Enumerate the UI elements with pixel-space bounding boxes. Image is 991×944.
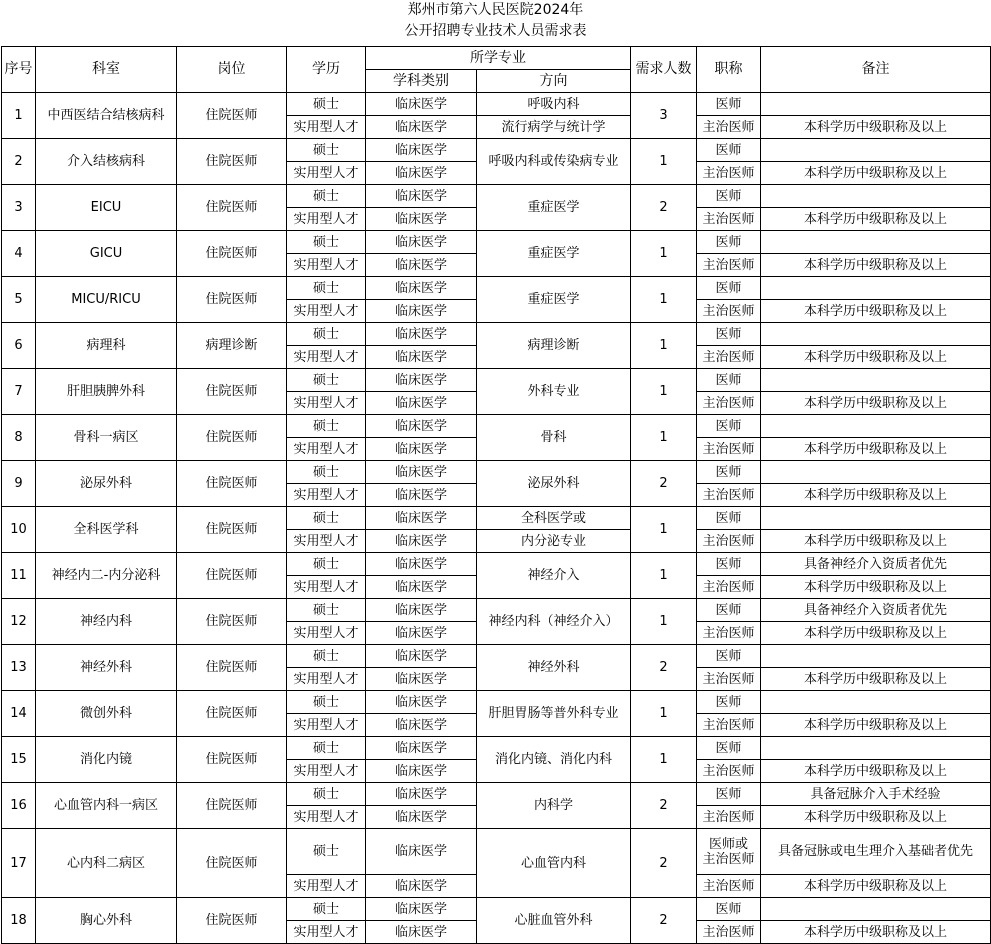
row-no-cell: 8 xyxy=(2,415,36,461)
count-cell: 1 xyxy=(631,507,697,553)
edu-cell: 实用型人才 xyxy=(287,300,366,323)
count-cell: 2 xyxy=(631,783,697,829)
remark-cell: 具备神经介入资质者优先 xyxy=(761,553,991,576)
direction-cell: 内分泌专业 xyxy=(477,530,631,553)
subject-cell: 临床医学 xyxy=(366,599,477,622)
edu-cell: 实用型人才 xyxy=(287,254,366,277)
row-no-cell: 9 xyxy=(2,461,36,507)
title-cell: 医师 xyxy=(697,231,761,254)
title-cell: 主治医师 xyxy=(697,760,761,783)
remark-cell xyxy=(761,277,991,300)
edu-cell: 硕士 xyxy=(287,185,366,208)
subject-cell: 临床医学 xyxy=(366,921,477,944)
count-cell: 1 xyxy=(631,691,697,737)
direction-cell: 重症医学 xyxy=(477,277,631,323)
count-cell: 1 xyxy=(631,369,697,415)
subject-cell: 临床医学 xyxy=(366,484,477,507)
table-body xyxy=(2,93,991,944)
direction-cell: 心脏血管外科 xyxy=(477,898,631,944)
subject-cell: 临床医学 xyxy=(366,829,477,875)
title-line-1: 郑州市第六人民医院2024年 xyxy=(407,2,584,18)
header-subject: 学科类别 xyxy=(366,70,477,93)
subject-cell: 临床医学 xyxy=(366,208,477,231)
remark-cell: 本科学历中级职称及以上 xyxy=(761,254,991,277)
title-cell: 医师 xyxy=(697,323,761,346)
remark-cell: 具备冠脉或电生理介入基础者优先 xyxy=(761,829,991,875)
remark-cell: 具备神经介入资质者优先 xyxy=(761,599,991,622)
dept-cell: 泌尿外科 xyxy=(36,461,177,507)
count-cell: 2 xyxy=(631,898,697,944)
table-row xyxy=(2,231,991,254)
remark-cell: 本科学历中级职称及以上 xyxy=(761,921,991,944)
title-cell: 主治医师 xyxy=(697,254,761,277)
table-row xyxy=(2,415,991,438)
count-cell: 1 xyxy=(631,599,697,645)
count-cell: 1 xyxy=(631,323,697,369)
subject-cell: 临床医学 xyxy=(366,277,477,300)
row-no-cell: 15 xyxy=(2,737,36,783)
title-cell: 主治医师 xyxy=(697,346,761,369)
subject-cell: 临床医学 xyxy=(366,760,477,783)
header-direction: 方向 xyxy=(477,70,631,93)
title-cell: 主治医师 xyxy=(697,622,761,645)
header-count: 需求人数 xyxy=(631,47,697,93)
edu-cell: 实用型人才 xyxy=(287,392,366,415)
dept-cell: 介入结核病科 xyxy=(36,139,177,185)
remark-cell xyxy=(761,185,991,208)
subject-cell: 临床医学 xyxy=(366,898,477,921)
title-cell: 医师 xyxy=(697,783,761,806)
subject-cell: 临床医学 xyxy=(366,139,477,162)
subject-cell: 临床医学 xyxy=(366,553,477,576)
edu-cell: 硕士 xyxy=(287,277,366,300)
title-cell: 医师 xyxy=(697,369,761,392)
table-row xyxy=(2,277,991,300)
edu-cell: 硕士 xyxy=(287,691,366,714)
dept-cell: GICU xyxy=(36,231,177,277)
subject-cell: 临床医学 xyxy=(366,438,477,461)
subject-cell: 临床医学 xyxy=(366,93,477,116)
title-cell: 主治医师 xyxy=(697,806,761,829)
subject-cell: 临床医学 xyxy=(366,461,477,484)
title-cell: 主治医师 xyxy=(697,530,761,553)
post-cell: 住院医师 xyxy=(177,369,287,415)
remark-cell xyxy=(761,231,991,254)
post-cell: 住院医师 xyxy=(177,599,287,645)
count-cell: 1 xyxy=(631,139,697,185)
remark-cell: 本科学历中级职称及以上 xyxy=(761,875,991,898)
header-edu: 学历 xyxy=(287,47,366,93)
post-cell: 住院医师 xyxy=(177,737,287,783)
edu-cell: 实用型人才 xyxy=(287,875,366,898)
direction-cell: 全科医学或 xyxy=(477,507,631,530)
subject-cell: 临床医学 xyxy=(366,714,477,737)
edu-cell: 硕士 xyxy=(287,139,366,162)
dept-cell: 神经内二-内分泌科 xyxy=(36,553,177,599)
edu-cell: 实用型人才 xyxy=(287,116,366,139)
remark-cell xyxy=(761,737,991,760)
remark-cell xyxy=(761,93,991,116)
title-cell: 主治医师 xyxy=(697,921,761,944)
edu-cell: 实用型人才 xyxy=(287,162,366,185)
row-no-cell: 16 xyxy=(2,783,36,829)
dept-cell: 微创外科 xyxy=(36,691,177,737)
title-cell: 主治医师 xyxy=(697,668,761,691)
row-no-cell: 7 xyxy=(2,369,36,415)
edu-cell: 实用型人才 xyxy=(287,622,366,645)
edu-cell: 硕士 xyxy=(287,737,366,760)
dept-cell: 肝胆胰脾外科 xyxy=(36,369,177,415)
edu-cell: 实用型人才 xyxy=(287,530,366,553)
edu-cell: 实用型人才 xyxy=(287,806,366,829)
table-row xyxy=(2,829,991,875)
table-row xyxy=(2,139,991,162)
title-cell: 主治医师 xyxy=(697,875,761,898)
subject-cell: 临床医学 xyxy=(366,645,477,668)
header-dept: 科室 xyxy=(36,47,177,93)
subject-cell: 临床医学 xyxy=(366,369,477,392)
title-cell xyxy=(697,829,761,875)
edu-cell: 实用型人才 xyxy=(287,346,366,369)
title-cell: 主治医师 xyxy=(697,392,761,415)
subject-cell: 临床医学 xyxy=(366,346,477,369)
table-row xyxy=(2,323,991,346)
remark-cell xyxy=(761,369,991,392)
title-line: 医师或 xyxy=(708,836,748,852)
dept-cell: 骨科一病区 xyxy=(36,415,177,461)
post-cell: 住院医师 xyxy=(177,185,287,231)
subject-cell: 临床医学 xyxy=(366,806,477,829)
remark-cell: 本科学历中级职称及以上 xyxy=(761,806,991,829)
title-cell: 主治医师 xyxy=(697,576,761,599)
subject-cell: 临床医学 xyxy=(366,231,477,254)
count-cell: 2 xyxy=(631,829,697,898)
dept-cell: 全科医学科 xyxy=(36,507,177,553)
direction-cell: 神经外科 xyxy=(477,645,631,691)
post-cell: 住院医师 xyxy=(177,645,287,691)
remark-cell xyxy=(761,461,991,484)
direction-cell: 肝胆胃肠等普外科专业 xyxy=(477,691,631,737)
row-no-cell: 12 xyxy=(2,599,36,645)
subject-cell: 临床医学 xyxy=(366,254,477,277)
post-cell: 病理诊断 xyxy=(177,323,287,369)
title-cell: 主治医师 xyxy=(697,300,761,323)
title-cell: 医师 xyxy=(697,898,761,921)
direction-cell: 神经介入 xyxy=(477,553,631,599)
title-cell: 医师 xyxy=(697,139,761,162)
header-post: 岗位 xyxy=(177,47,287,93)
count-cell: 2 xyxy=(631,645,697,691)
row-no-cell: 17 xyxy=(2,829,36,898)
recruitment-table xyxy=(1,46,991,944)
subject-cell: 临床医学 xyxy=(366,323,477,346)
post-cell: 住院医师 xyxy=(177,415,287,461)
direction-cell: 呼吸内科或传染病专业 xyxy=(477,139,631,185)
remark-cell: 本科学历中级职称及以上 xyxy=(761,116,991,139)
title-cell: 医师 xyxy=(697,645,761,668)
row-no-cell: 4 xyxy=(2,231,36,277)
subject-cell: 临床医学 xyxy=(366,783,477,806)
dept-cell: 病理科 xyxy=(36,323,177,369)
table-row xyxy=(2,599,991,622)
count-cell: 1 xyxy=(631,737,697,783)
subject-cell: 临床医学 xyxy=(366,392,477,415)
edu-cell: 硕士 xyxy=(287,415,366,438)
document-title xyxy=(0,0,991,46)
header-major-group: 所学专业 xyxy=(366,47,631,70)
edu-cell: 实用型人才 xyxy=(287,921,366,944)
remark-cell xyxy=(761,645,991,668)
remark-cell: 本科学历中级职称及以上 xyxy=(761,162,991,185)
subject-cell: 临床医学 xyxy=(366,162,477,185)
subject-cell: 临床医学 xyxy=(366,530,477,553)
count-cell: 1 xyxy=(631,231,697,277)
edu-cell: 硕士 xyxy=(287,898,366,921)
subject-cell: 临床医学 xyxy=(366,300,477,323)
row-no-cell: 1 xyxy=(2,93,36,139)
remark-cell: 本科学历中级职称及以上 xyxy=(761,346,991,369)
subject-cell: 临床医学 xyxy=(366,691,477,714)
row-no-cell: 13 xyxy=(2,645,36,691)
count-cell: 3 xyxy=(631,93,697,139)
post-cell: 住院医师 xyxy=(177,507,287,553)
edu-cell: 硕士 xyxy=(287,93,366,116)
title-cell: 主治医师 xyxy=(697,116,761,139)
title-cell: 主治医师 xyxy=(697,162,761,185)
count-cell: 1 xyxy=(631,553,697,599)
table-row xyxy=(2,783,991,806)
subject-cell: 临床医学 xyxy=(366,622,477,645)
edu-cell: 实用型人才 xyxy=(287,484,366,507)
count-cell: 2 xyxy=(631,461,697,507)
remark-cell xyxy=(761,691,991,714)
edu-cell: 硕士 xyxy=(287,783,366,806)
direction-cell: 呼吸内科 xyxy=(477,93,631,116)
dept-cell: 胸心外科 xyxy=(36,898,177,944)
remark-cell xyxy=(761,139,991,162)
remark-cell: 本科学历中级职称及以上 xyxy=(761,622,991,645)
table-row xyxy=(2,369,991,392)
title-cell: 主治医师 xyxy=(697,438,761,461)
remark-cell: 本科学历中级职称及以上 xyxy=(761,484,991,507)
table-row xyxy=(2,553,991,576)
remark-cell: 本科学历中级职称及以上 xyxy=(761,668,991,691)
row-no-cell: 6 xyxy=(2,323,36,369)
direction-cell: 重症医学 xyxy=(477,185,631,231)
subject-cell: 临床医学 xyxy=(366,875,477,898)
row-no-cell: 2 xyxy=(2,139,36,185)
count-cell: 1 xyxy=(631,277,697,323)
dept-cell: 心内科二病区 xyxy=(36,829,177,898)
direction-cell: 病理诊断 xyxy=(477,323,631,369)
title-cell: 医师 xyxy=(697,507,761,530)
count-cell: 2 xyxy=(631,185,697,231)
title-cell: 主治医师 xyxy=(697,714,761,737)
dept-cell: 中西医结合结核病科 xyxy=(36,93,177,139)
table-row xyxy=(2,507,991,530)
remark-cell xyxy=(761,323,991,346)
subject-cell: 临床医学 xyxy=(366,116,477,139)
direction-cell: 心血管内科 xyxy=(477,829,631,898)
dept-cell: 消化内镜 xyxy=(36,737,177,783)
direction-cell: 神经内科（神经介入） xyxy=(477,599,631,645)
row-no-cell: 18 xyxy=(2,898,36,944)
post-cell: 住院医师 xyxy=(177,829,287,898)
edu-cell: 硕士 xyxy=(287,599,366,622)
title-cell: 医师 xyxy=(697,691,761,714)
subject-cell: 临床医学 xyxy=(366,576,477,599)
dept-cell: 神经内科 xyxy=(36,599,177,645)
post-cell: 住院医师 xyxy=(177,231,287,277)
edu-cell: 实用型人才 xyxy=(287,438,366,461)
table-row xyxy=(2,645,991,668)
subject-cell: 临床医学 xyxy=(366,415,477,438)
remark-cell: 本科学历中级职称及以上 xyxy=(761,392,991,415)
post-cell: 住院医师 xyxy=(177,93,287,139)
row-no-cell: 3 xyxy=(2,185,36,231)
edu-cell: 硕士 xyxy=(287,553,366,576)
remark-cell xyxy=(761,415,991,438)
edu-cell: 硕士 xyxy=(287,829,366,875)
title-cell: 医师 xyxy=(697,185,761,208)
edu-cell: 硕士 xyxy=(287,461,366,484)
post-cell: 住院医师 xyxy=(177,461,287,507)
remark-cell: 本科学历中级职称及以上 xyxy=(761,300,991,323)
title-cell: 主治医师 xyxy=(697,484,761,507)
edu-cell: 硕士 xyxy=(287,323,366,346)
subject-cell: 临床医学 xyxy=(366,185,477,208)
edu-cell: 实用型人才 xyxy=(287,576,366,599)
title-cell: 医师 xyxy=(697,461,761,484)
remark-cell: 本科学历中级职称及以上 xyxy=(761,208,991,231)
direction-cell: 外科专业 xyxy=(477,369,631,415)
remark-cell: 具备冠脉介入手术经验 xyxy=(761,783,991,806)
table-row xyxy=(2,737,991,760)
remark-cell: 本科学历中级职称及以上 xyxy=(761,530,991,553)
remark-cell: 本科学历中级职称及以上 xyxy=(761,760,991,783)
post-cell: 住院医师 xyxy=(177,783,287,829)
post-cell: 住院医师 xyxy=(177,277,287,323)
count-cell: 1 xyxy=(631,415,697,461)
remark-cell: 本科学历中级职称及以上 xyxy=(761,438,991,461)
row-no-cell: 5 xyxy=(2,277,36,323)
title-cell: 医师 xyxy=(697,415,761,438)
subject-cell: 临床医学 xyxy=(366,737,477,760)
title-cell: 医师 xyxy=(697,93,761,116)
title-cell: 医师 xyxy=(697,277,761,300)
dept-cell: 神经外科 xyxy=(36,645,177,691)
table-row xyxy=(2,898,991,921)
direction-cell: 内科学 xyxy=(477,783,631,829)
row-no-cell: 14 xyxy=(2,691,36,737)
remark-cell: 本科学历中级职称及以上 xyxy=(761,714,991,737)
header-remark: 备注 xyxy=(761,47,991,93)
row-no-cell: 11 xyxy=(2,553,36,599)
dept-cell: MICU/RICU xyxy=(36,277,177,323)
direction-cell: 泌尿外科 xyxy=(477,461,631,507)
subject-cell: 临床医学 xyxy=(366,668,477,691)
direction-cell: 骨科 xyxy=(477,415,631,461)
title-cell: 医师 xyxy=(697,599,761,622)
post-cell: 住院医师 xyxy=(177,691,287,737)
table-row xyxy=(2,185,991,208)
table-row xyxy=(2,691,991,714)
direction-cell: 消化内镜、消化内科 xyxy=(477,737,631,783)
direction-cell: 流行病学与统计学 xyxy=(477,116,631,139)
remark-cell: 本科学历中级职称及以上 xyxy=(761,576,991,599)
header-no: 序号 xyxy=(2,47,36,93)
post-cell: 住院医师 xyxy=(177,553,287,599)
direction-cell: 重症医学 xyxy=(477,231,631,277)
header-title: 职称 xyxy=(697,47,761,93)
edu-cell: 实用型人才 xyxy=(287,760,366,783)
edu-cell: 实用型人才 xyxy=(287,668,366,691)
table-row xyxy=(2,93,991,116)
title-line-2: 公开招聘专业技术人员需求表 xyxy=(404,23,587,39)
edu-cell: 硕士 xyxy=(287,369,366,392)
edu-cell: 实用型人才 xyxy=(287,208,366,231)
dept-cell: 心血管内科一病区 xyxy=(36,783,177,829)
table-row xyxy=(2,461,991,484)
post-cell: 住院医师 xyxy=(177,898,287,944)
edu-cell: 硕士 xyxy=(287,231,366,254)
row-no-cell: 10 xyxy=(2,507,36,553)
dept-cell: EICU xyxy=(36,185,177,231)
title-cell: 医师 xyxy=(697,737,761,760)
remark-cell xyxy=(761,898,991,921)
remark-cell xyxy=(761,507,991,530)
title-line: 主治医师 xyxy=(702,851,755,867)
title-cell: 主治医师 xyxy=(697,208,761,231)
post-cell: 住院医师 xyxy=(177,139,287,185)
edu-cell: 实用型人才 xyxy=(287,714,366,737)
title-cell: 医师 xyxy=(697,553,761,576)
edu-cell: 硕士 xyxy=(287,507,366,530)
edu-cell: 硕士 xyxy=(287,645,366,668)
subject-cell: 临床医学 xyxy=(366,507,477,530)
